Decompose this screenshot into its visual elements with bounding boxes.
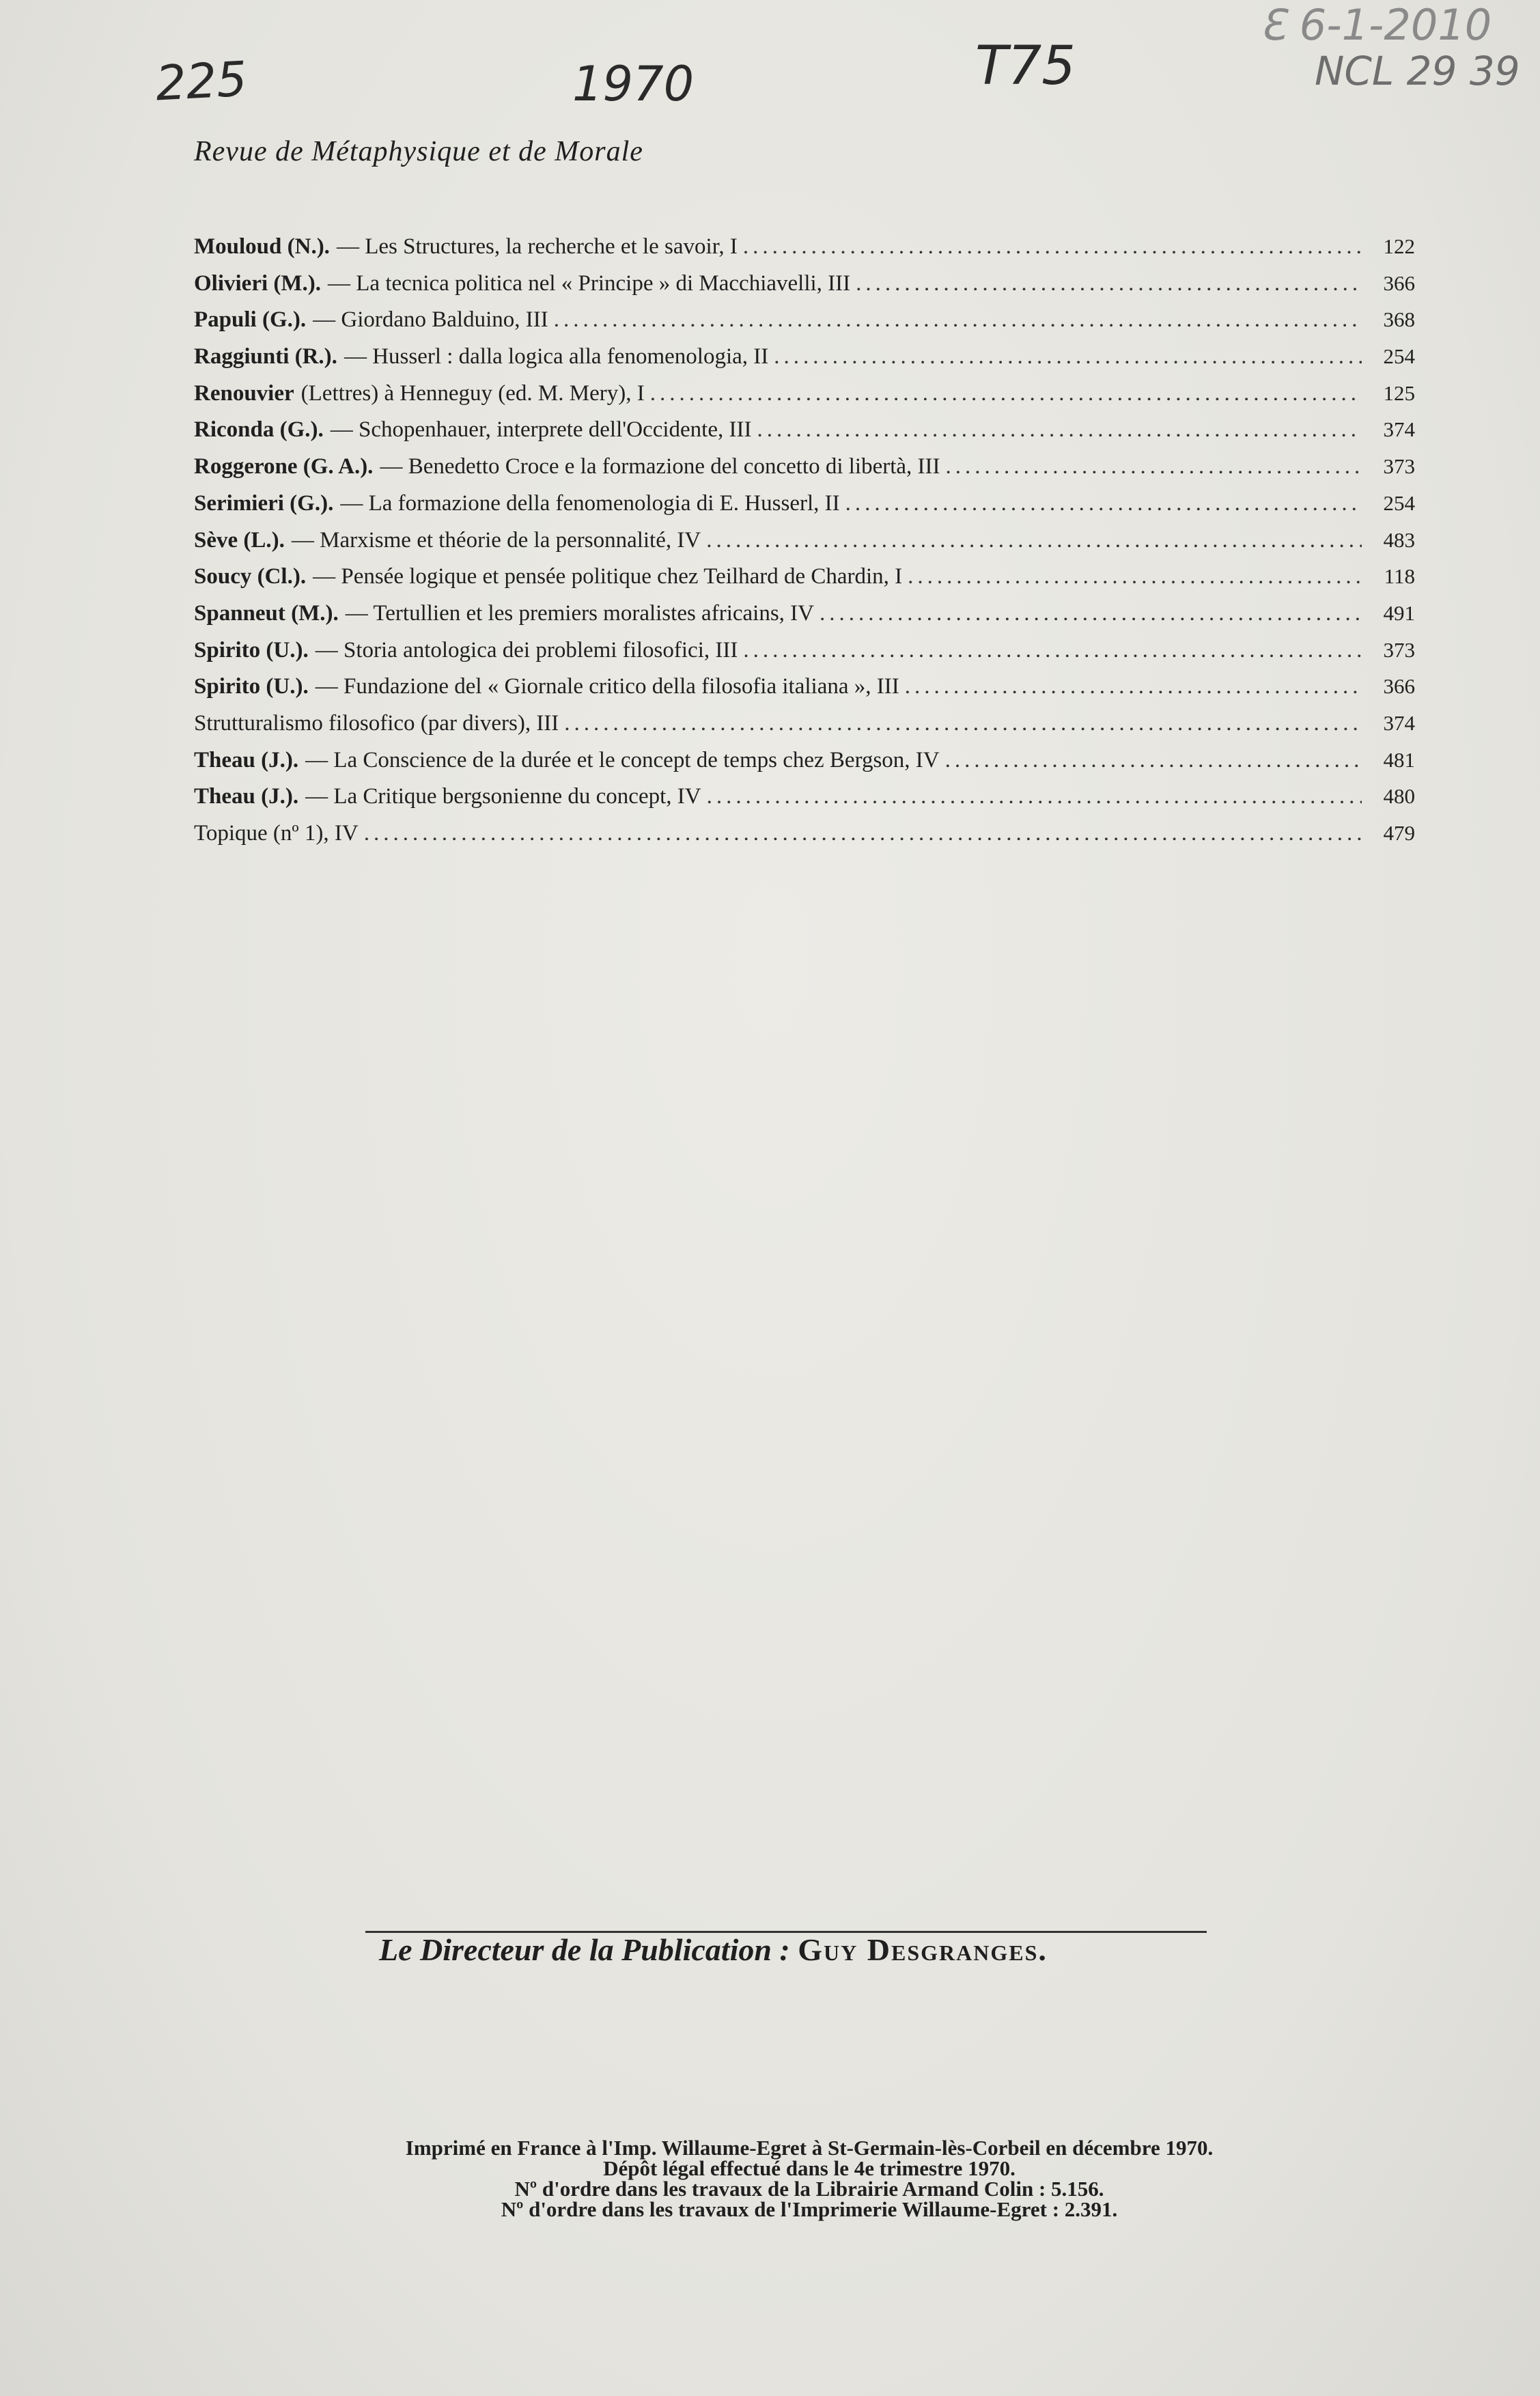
toc-leader-dots [856,266,1362,303]
handwritten-number: 225 [154,51,249,112]
toc-leader-dots [564,706,1362,742]
director-label: Le Directeur de la Publication : [379,1932,790,1967]
imprint-line: Nº d'ordre dans les travaux de la Librairie Armand Colin : 5.156. [514,2177,1104,2201]
journal-title: Revue de Métaphysique et de Morale [194,136,643,167]
toc-author: Spanneut (M.). [194,600,339,626]
toc-page-number: 254 [1383,344,1415,369]
toc-author: Theau (J.). [194,747,299,772]
toc-title: Strutturalismo filosofico (par divers), III [194,710,559,736]
toc-entry [194,338,1415,375]
toc-leader-dots [946,449,1362,486]
toc-leader-dots [905,669,1362,706]
toc-leader-dots [650,376,1362,413]
toc-title: (Lettres) à Henneguy (ed. M. Mery), I [300,380,645,406]
toc-entry [194,265,1415,302]
handwritten-date: Ɛ 6-1-2010 [1260,0,1492,50]
toc-title: — La Critique bergsonienne du concept, IV [305,784,701,809]
toc-entry [194,301,1415,338]
toc-author: Olivieri (M.). [194,270,322,296]
toc-author: Soucy (Cl.). [194,564,307,589]
toc-entry [194,705,1415,742]
toc-leader-dots [707,779,1362,816]
toc-leader-dots [820,596,1362,632]
toc-author: Spirito (U.). [194,637,309,663]
toc-page-number: 374 [1383,417,1415,442]
publication-director [379,1932,1219,1968]
toc-title: — La tecnica politica nel « Principe » di Macchiavelli, III [328,270,851,296]
toc-author: Serimieri (G.). [194,490,334,516]
toc-page-number: 374 [1383,710,1415,735]
handwritten-reference: NCL 29 39 [1315,48,1520,94]
toc-author: Theau (J.). [194,784,299,809]
toc-entry [194,815,1415,852]
toc-page-number: 366 [1383,674,1415,699]
toc-page-number: 118 [1384,564,1415,589]
toc-page-number: 366 [1383,270,1415,295]
toc-page-number: 373 [1383,454,1415,479]
toc-author: Spirito (U.). [194,674,309,699]
toc-title: — Benedetto Croce e la formazione del concetto di libertà, III [380,454,940,479]
toc-page-number: 491 [1383,600,1415,625]
toc-entry [194,632,1415,669]
toc-leader-dots [364,816,1362,852]
toc-leader-dots [845,486,1362,523]
toc-leader-dots [945,742,1362,779]
toc-author: Renouvier [194,380,294,406]
toc-title: — Giordano Balduino, III [313,307,548,333]
director-name: Guy Desgranges. [798,1932,1048,1967]
toc-author: Raggiunti (R.). [194,344,337,370]
toc-title: Topique (nº 1), IV [194,821,359,846]
toc-author: Riconda (G.). [194,417,324,443]
toc-leader-dots [757,412,1362,449]
toc-title: — Schopenhauer, interprete dell'Occidente, III [330,417,752,443]
toc-entry [194,595,1415,632]
handwritten-year: 1970 [572,56,695,112]
toc-author: Mouloud (N.). [194,234,330,259]
toc-title: — Pensée logique et pensée politique chez Teilhard de Chardin, I [313,564,903,589]
toc-entry [194,558,1415,595]
toc-page-number: 373 [1383,637,1415,662]
toc-leader-dots [774,339,1362,376]
toc-page-number: 480 [1383,784,1415,809]
toc-leader-dots [554,302,1362,339]
toc-leader-dots [743,632,1362,669]
toc-title: — La Conscience de la durée et le concept de temps chez Bergson, IV [305,747,940,772]
toc-title: — Tertullien et les premiers moralistes africains, IV [345,600,814,626]
toc-entry [194,448,1415,485]
toc-entry [194,228,1415,265]
imprint-line: Nº d'ordre dans les travaux de l'Imprimerie Willaume-Egret : 2.391. [501,2197,1118,2221]
toc-author: Roggerone (G. A.). [194,454,374,479]
toc-page-number: 479 [1383,821,1415,845]
handwritten-code: T75 [975,36,1076,97]
toc-page-number: 368 [1383,307,1415,332]
toc-page-number: 254 [1383,490,1415,515]
toc-author: Sève (L.). [194,527,285,553]
toc-entry [194,778,1415,815]
toc-title: — Les Structures, la recherche et le savoir, I [336,234,738,259]
toc-entry [194,742,1415,779]
toc-title: — Husserl : dalla logica alla fenomenologia, II [344,344,769,370]
imprint-line: Dépôt légal effectué dans le 4e trimestre 1970. [603,2156,1016,2180]
toc-page-number: 483 [1383,527,1415,552]
table-of-contents [194,228,1415,852]
toc-leader-dots [908,559,1362,596]
toc-leader-dots [706,523,1362,559]
toc-page-number: 481 [1383,747,1415,772]
toc-title: — Fundazione del « Giornale critico della filosofia italiana », III [315,674,899,699]
toc-entry [194,668,1415,705]
toc-entry [194,375,1415,412]
toc-title: — La formazione della fenomenologia di E. Husserl, II [340,490,840,516]
imprint-block [198,2138,1420,2220]
imprint-line: Imprimé en France à l'Imp. Willaume-Egret à St-Germain-lès-Corbeil en décembre 1970. [405,2136,1214,2160]
toc-entry [194,522,1415,559]
toc-page-number: 122 [1383,234,1415,258]
toc-title: — Storia antologica dei problemi filosofici, III [315,637,738,663]
toc-title: — Marxisme et théorie de la personnalité, IV [291,527,701,553]
toc-page-number: 125 [1383,380,1415,405]
toc-leader-dots [743,229,1362,266]
toc-author: Papuli (G.). [194,307,307,333]
toc-entry [194,411,1415,448]
toc-entry [194,485,1415,522]
